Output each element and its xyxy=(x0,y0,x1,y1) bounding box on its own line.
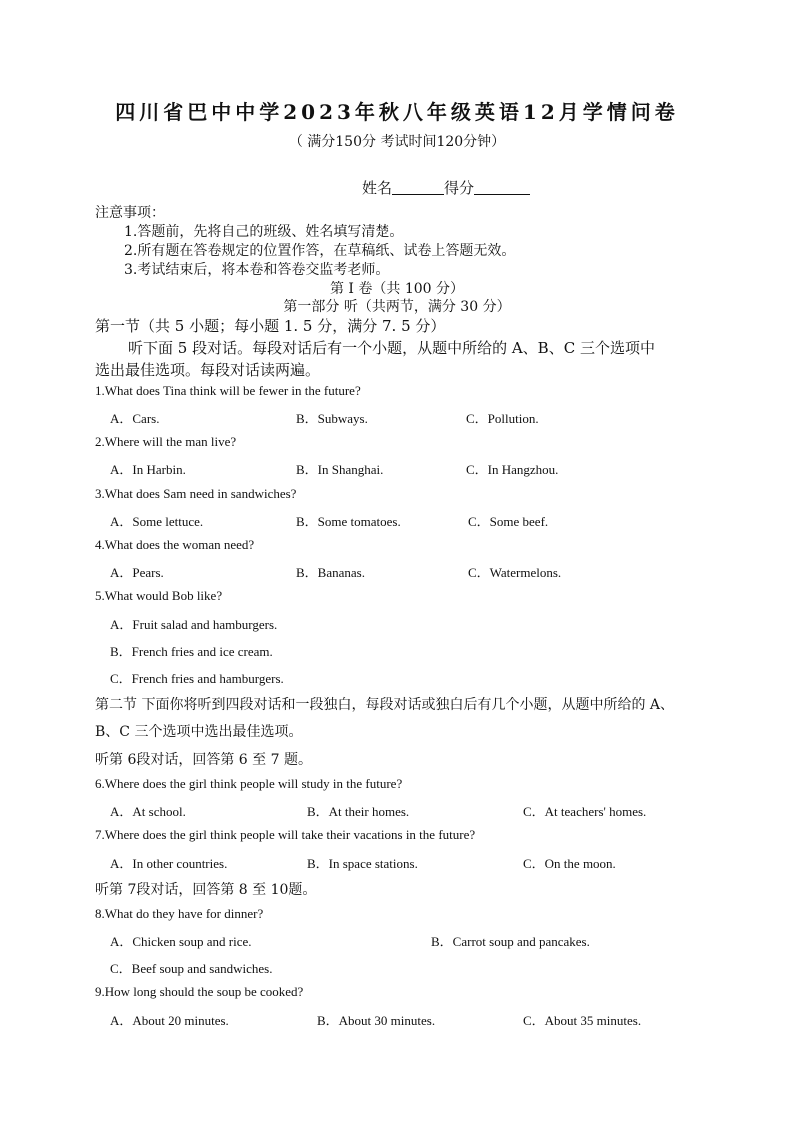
volume-heading: 第 I 卷（共 100 分） xyxy=(329,281,465,297)
notice-item: 3.考试结束后，将本卷和答卷交监考老师。 xyxy=(124,262,390,278)
option-c[interactable]: C．Pollution. xyxy=(466,411,539,426)
option-c[interactable]: C．On the moon. xyxy=(523,856,616,871)
section1-instruction: 听下面 5 段对话。每段对话后有一个小题，从题中所给的 A、B、C 三个选项中 xyxy=(128,339,655,357)
dialog-instruction: 听第 7段对话，回答第 8 至 10题。 xyxy=(95,882,317,898)
question-text: 1.What does Tina think will be fewer in the future? xyxy=(95,383,361,398)
section1-instruction: 选出最佳选项。每段对话读两遍。 xyxy=(95,361,321,379)
option-c[interactable]: C．Some beef. xyxy=(468,514,549,529)
section2-heading: 第二节 下面你将听到四段对话和一段独白，每段对话或独白后有几个小题，从题中所给的 A、 xyxy=(95,697,675,713)
option-c[interactable]: C．Watermelons. xyxy=(468,565,562,580)
option-c[interactable]: C．At teachers' homes. xyxy=(523,804,647,819)
option-a[interactable]: A．Chicken soup and rice. xyxy=(110,934,252,949)
notice-item: 2.所有题在答卷规定的位置作答，在草稿纸、试卷上答题无效。 xyxy=(124,243,516,259)
option-a[interactable]: A．Cars. xyxy=(110,411,160,426)
question-text: 9.How long should the soup be cooked? xyxy=(95,984,304,999)
score-blank[interactable] xyxy=(474,180,530,195)
option-a[interactable]: A．Pears. xyxy=(110,565,164,580)
option-b[interactable]: B．Carrot soup and pancakes. xyxy=(431,934,590,949)
question-text: 5.What would Bob like? xyxy=(95,588,223,603)
section2-heading: B、C 三个选项中选出最佳选项。 xyxy=(95,724,303,740)
notice-item: 1.答题前，先将自己的班级、姓名填写清楚。 xyxy=(124,224,404,240)
option-a[interactable]: A．At school. xyxy=(110,804,186,819)
option-b[interactable]: B．In Shanghai. xyxy=(296,462,384,477)
question-text: 4.What does the woman need? xyxy=(95,537,255,552)
name-score-line xyxy=(362,177,530,198)
name-label: 姓名 xyxy=(362,179,393,197)
question-text: 2.Where will the man live? xyxy=(95,434,237,449)
option-b[interactable]: B．French fries and ice cream. xyxy=(110,644,273,659)
option-c[interactable]: C．Beef soup and sandwiches. xyxy=(110,961,273,976)
name-blank[interactable] xyxy=(392,180,444,195)
option-b[interactable]: B．Subways. xyxy=(296,411,368,426)
option-a[interactable]: A．Some lettuce. xyxy=(110,514,204,529)
option-a[interactable]: A．Fruit salad and hamburgers. xyxy=(110,617,278,632)
exam-title: 四川省巴中中学2023年秋八年级英语12月学情问卷 xyxy=(115,100,679,124)
option-a[interactable]: A．In Harbin. xyxy=(110,462,186,477)
part1-heading: 第一部分 听（共两节，满分 30 分） xyxy=(283,299,511,315)
option-a[interactable]: A．About 20 minutes. xyxy=(110,1013,229,1028)
question-text: 8.What do they have for dinner? xyxy=(95,906,264,921)
notice-heading: 注意事项： xyxy=(95,205,165,221)
option-a[interactable]: A．In other countries. xyxy=(110,856,228,871)
option-c[interactable]: C．French fries and hamburgers. xyxy=(110,671,284,686)
option-c[interactable]: C．About 35 minutes. xyxy=(523,1013,642,1028)
option-b[interactable]: B．Some tomatoes. xyxy=(296,514,401,529)
option-b[interactable]: B．Bananas. xyxy=(296,565,365,580)
question-text: 6.Where does the girl think people will study in the future? xyxy=(95,776,403,791)
score-label: 得分 xyxy=(444,179,475,197)
option-b[interactable]: B．In space stations. xyxy=(307,856,418,871)
option-c[interactable]: C．In Hangzhou. xyxy=(466,462,559,477)
question-text: 7.Where does the girl think people will take their vacations in the future? xyxy=(95,827,476,842)
option-b[interactable]: B．At their homes. xyxy=(307,804,410,819)
section1-heading: 第一节（共 5 小题；每小题 1. 5 分，满分 7. 5 分） xyxy=(95,317,446,335)
option-b[interactable]: B．About 30 minutes. xyxy=(317,1013,436,1028)
question-text: 3.What does Sam need in sandwiches? xyxy=(95,486,297,501)
dialog-instruction: 听第 6段对话，回答第 6 至 7 题。 xyxy=(95,752,312,768)
exam-subtitle: （ 满分150分 考试时间120分钟） xyxy=(288,134,506,150)
